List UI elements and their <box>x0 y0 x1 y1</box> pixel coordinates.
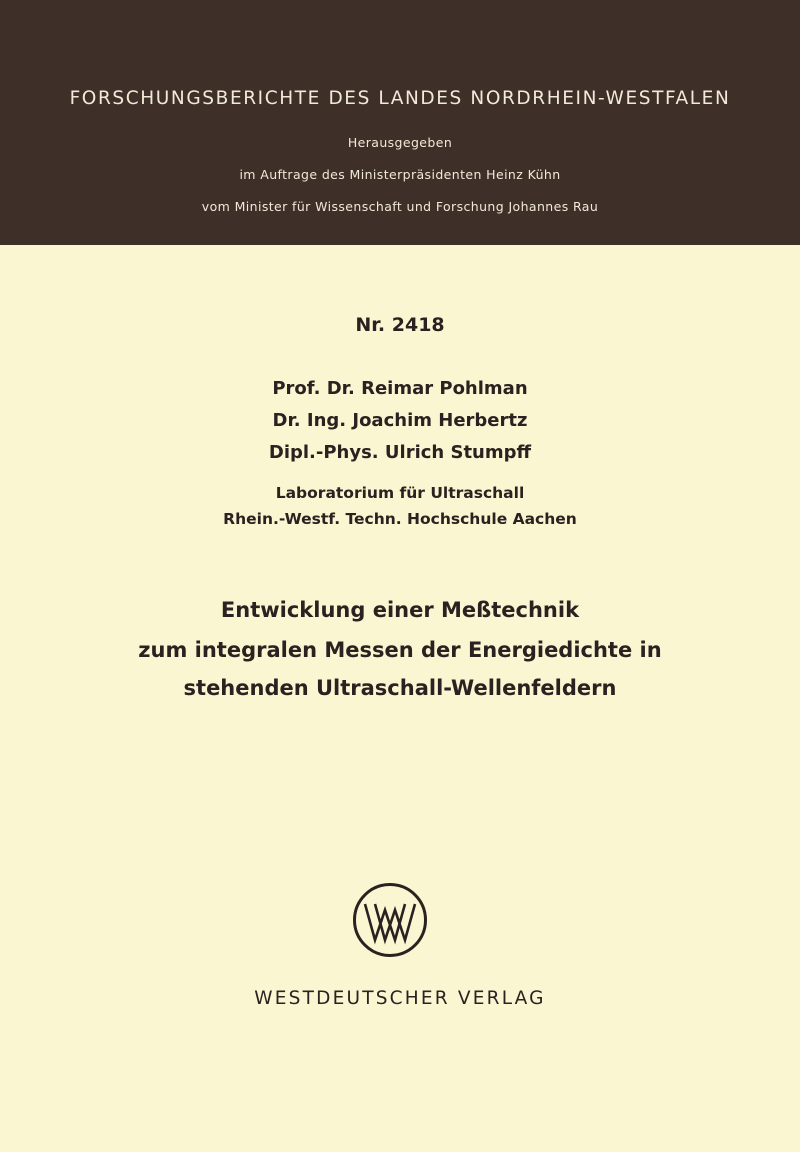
series-title: FORSCHUNGSBERICHTE DES LANDES NORDRHEIN-WESTFALEN <box>69 88 731 109</box>
commission-line: im Auftrage des Ministerpräsidenten Heinz Kühn <box>239 167 561 182</box>
institution-university: Rhein.-Westf. Techn. Hochschule Aachen <box>223 510 577 528</box>
report-number: Nr. 2418 <box>355 314 445 336</box>
author-1: Prof. Dr. Reimar Pohlman <box>272 378 528 399</box>
title-line-1: Entwicklung einer Meßtechnik <box>220 598 580 622</box>
title-line-2: zum integralen Messen der Energiedichte in <box>138 638 662 662</box>
header-band <box>0 0 800 245</box>
title-line-3: stehenden Ultraschall-Wellenfeldern <box>183 676 617 700</box>
institution-lab: Laboratorium für Ultraschall <box>275 484 525 502</box>
minister-line: vom Minister für Wissenschaft und Forschung Johannes Rau <box>201 199 599 214</box>
wv-monogram-icon <box>352 882 428 958</box>
publisher-name: WESTDEUTSCHER VERLAG <box>254 988 546 1009</box>
editor-line: Herausgegeben <box>347 135 453 150</box>
author-3: Dipl.-Phys. Ulrich Stumpff <box>268 442 532 463</box>
author-2: Dr. Ing. Joachim Herbertz <box>272 410 528 431</box>
